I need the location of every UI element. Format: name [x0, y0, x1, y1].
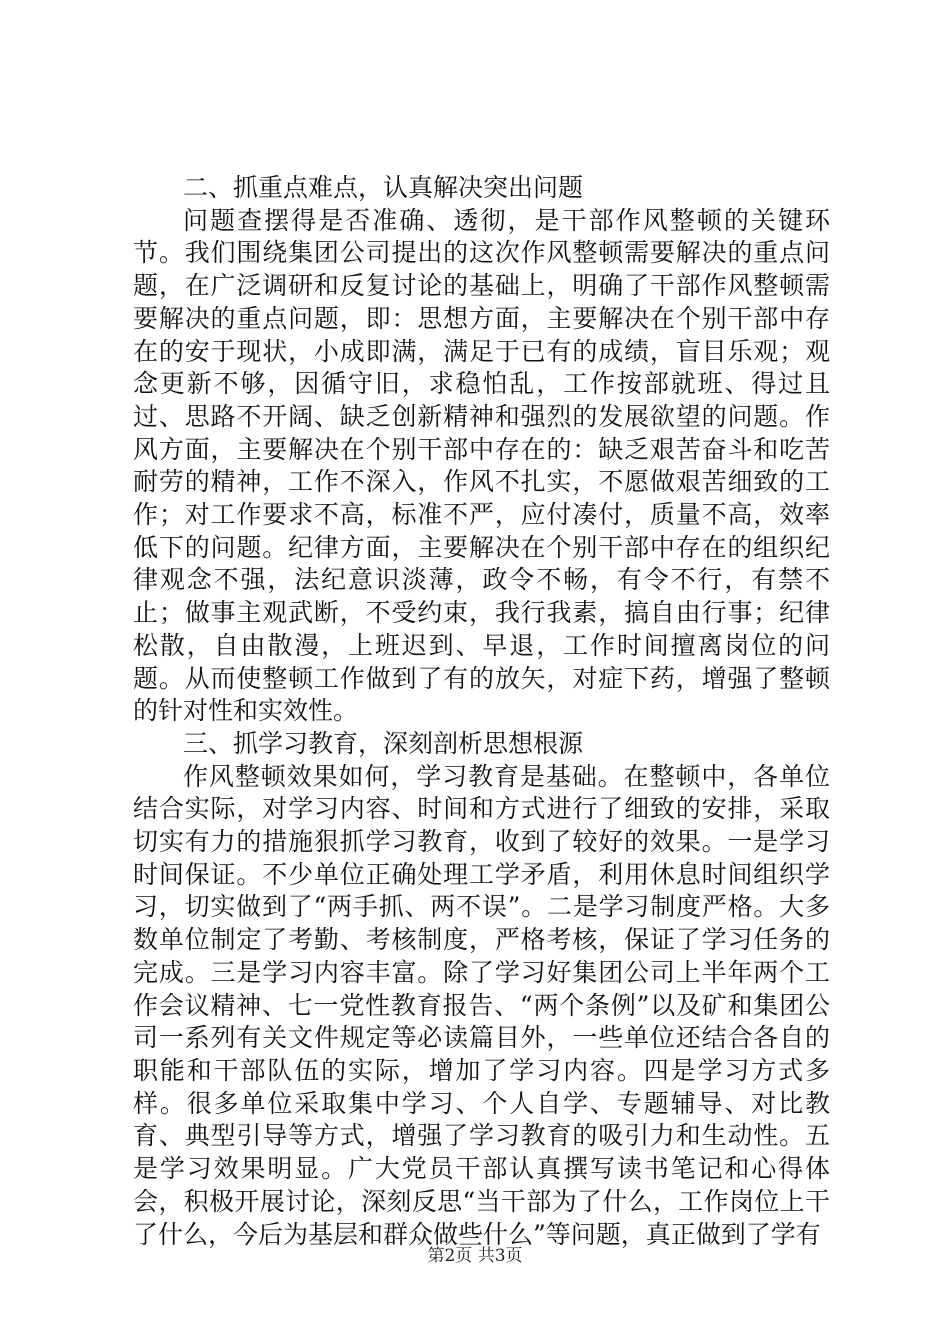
paragraph-study-education: 作风整顿效果如何，学习教育是基础。在整顿中，各单位结合实际，对学习内容、时间和方式进行了细致的安排，采取切实有力的措施狠抓学习教育，收到了较好的效果。一是学习时间保证。不少单位正确处理工学矛盾，利用休息时间组织学习，切实做到了“两手抓、两不误”。二是学习制度严格。大多数单位制定了考勤、考核制度，严格考核，保证了学习任务的完成。三是学习内容丰富。除了学习好集团公司上半年两个工作会议精神、七一党性教育报告、“两个条例”以及矿和集团公司一系列有关文件规定等必读篇目外，一些单位还结合各自的职能和干部队伍的实际，增加了学习内容。四是学习方式多样。很多单位采取集中学习、个人自学、专题辅导、对比教育、典型引导等方式，增强了学习教育的吸引力和生动性。五是学习效果明显。广大党员干部认真撰写读书笔记和心得体会，积极开展讨论，深刻反思“当干部为了什么，工作岗位上干了什么，今后为基层和群众做些什么”等问题，真正做到了学有: [133, 761, 830, 1249]
section-heading-3: 三、抓学习教育，深刻剖析思想根源: [183, 728, 584, 758]
paragraph-problems: 问题查摆得是否准确、透彻，是干部作风整顿的关键环节。我们围绕集团公司提出的这次作风整顿需要解决的重点问题，在广泛调研和反复讨论的基础上，明确了干部作风整顿需要解决的重点问题，即：思想方面，主要解决在个别干部中存在的安于现状，小成即满，满足于已有的成绩，盲目乐观；观念更新不够，因循守旧，求稳怕乱，工作按部就班、得过且过、思路不开阔、缺乏创新精神和强烈的发展欲望的问题。作风方面，主要解决在个别干部中存在的：缺乏艰苦奋斗和吃苦耐劳的精神，工作不深入，作风不扎实，不愿做艰苦细致的工作；对工作要求不高，标准不严，应付凑付，质量不高，效率低下的问题。纪律方面，主要解决在个别干部中存在的组织纪律观念不强，法纪意识淡薄，政令不畅，有令不行，有禁不止；做事主观武断，不受约束，我行我素，搞自由行事；纪律松散，自由散漫，上班迟到、早退，工作时间擅离岗位的问题。从而使整顿工作做到了有的放矢，对症下药，增强了整顿的针对性和实效性。: [133, 205, 830, 726]
document-body: [133, 172, 830, 1251]
section-heading-2: 二、抓重点难点，认真解决突出问题: [183, 173, 584, 202]
page-number-footer: 第2页 共3页: [427, 1246, 523, 1266]
